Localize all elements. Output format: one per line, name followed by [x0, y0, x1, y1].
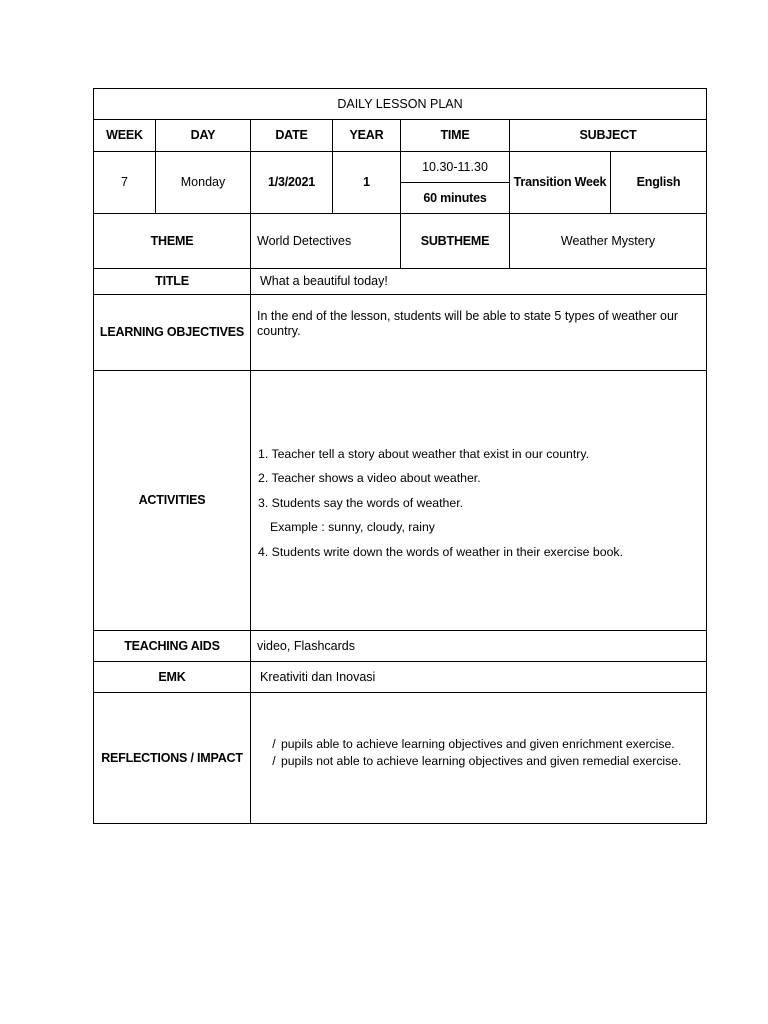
check-mark: / — [272, 754, 276, 768]
lesson-plan-table — [93, 88, 707, 824]
activity-item: 2. Teacher shows a video about weather. — [258, 471, 481, 486]
time-range: 10.30-11.30 — [422, 159, 488, 174]
activities-list — [250, 371, 706, 630]
reflections-list — [250, 693, 706, 823]
objectives-row — [94, 294, 706, 370]
duration: 60 minutes — [401, 182, 509, 213]
subject-value: English — [610, 152, 706, 213]
info-row — [94, 151, 706, 213]
theme-label: THEME — [150, 233, 194, 248]
activity-item: 3. Students say the words of weather. — [258, 496, 464, 511]
header-row — [94, 119, 706, 151]
aids-value: video, Flashcards — [250, 631, 706, 661]
plan-title: DAILY LESSON PLAN — [337, 96, 463, 111]
aids-row — [94, 630, 706, 661]
lesson-title-label: TITLE — [155, 274, 189, 288]
header-time: TIME — [400, 120, 509, 151]
reflection-text: pupils not able to achieve learning objectives and given remedial exercise. — [281, 754, 682, 768]
reflection-text: pupils able to achieve learning objectives and given enrichment exercise. — [281, 737, 675, 752]
time-cell — [400, 152, 509, 213]
objectives-label: LEARNING OBJECTIVES — [99, 325, 245, 339]
activity-item: 1. Teacher tell a story about weather that exist in our country. — [258, 446, 590, 461]
reflections-label: REFLECTIONS / IMPACT — [101, 750, 243, 765]
header-day: DAY — [155, 120, 250, 151]
activity-example: Example : sunny, cloudy, rainy — [270, 519, 435, 534]
emk-value: Kreativiti dan Inovasi — [250, 662, 706, 692]
header-date: DATE — [250, 120, 332, 151]
header-subject: SUBJECT — [509, 120, 706, 151]
emk-label: EMK — [158, 669, 186, 684]
date-value: 1/3/2021 — [250, 152, 332, 213]
aids-label: TEACHING AIDS — [124, 638, 220, 653]
activities-label: ACTIVITIES — [138, 493, 206, 507]
reflections-row — [94, 692, 706, 823]
lesson-title-row — [94, 268, 706, 294]
objectives-value: In the end of the lesson, students will be able to state 5 types of weather our country. — [250, 295, 706, 370]
activities-row — [94, 370, 706, 630]
lesson-title-value: What a beautiful today! — [250, 269, 706, 294]
activity-item: 4. Students write down the words of weather in their exercise book. — [258, 544, 623, 559]
header-week: WEEK — [106, 128, 143, 142]
check-mark: / — [272, 737, 276, 752]
reflection-item — [267, 737, 675, 752]
year-value: 1 — [332, 152, 400, 213]
day-value: Monday — [155, 152, 250, 213]
theme-row — [94, 213, 706, 268]
title-row — [94, 89, 706, 119]
week-value: 7 — [121, 175, 128, 189]
emk-row — [94, 661, 706, 692]
subtheme-label: SUBTHEME — [400, 214, 509, 268]
theme-value: World Detectives — [250, 214, 400, 268]
subtheme-value: Weather Mystery — [509, 214, 706, 268]
subject-type: Transition Week — [509, 152, 610, 213]
header-year: YEAR — [332, 120, 400, 151]
reflection-item — [267, 754, 681, 769]
